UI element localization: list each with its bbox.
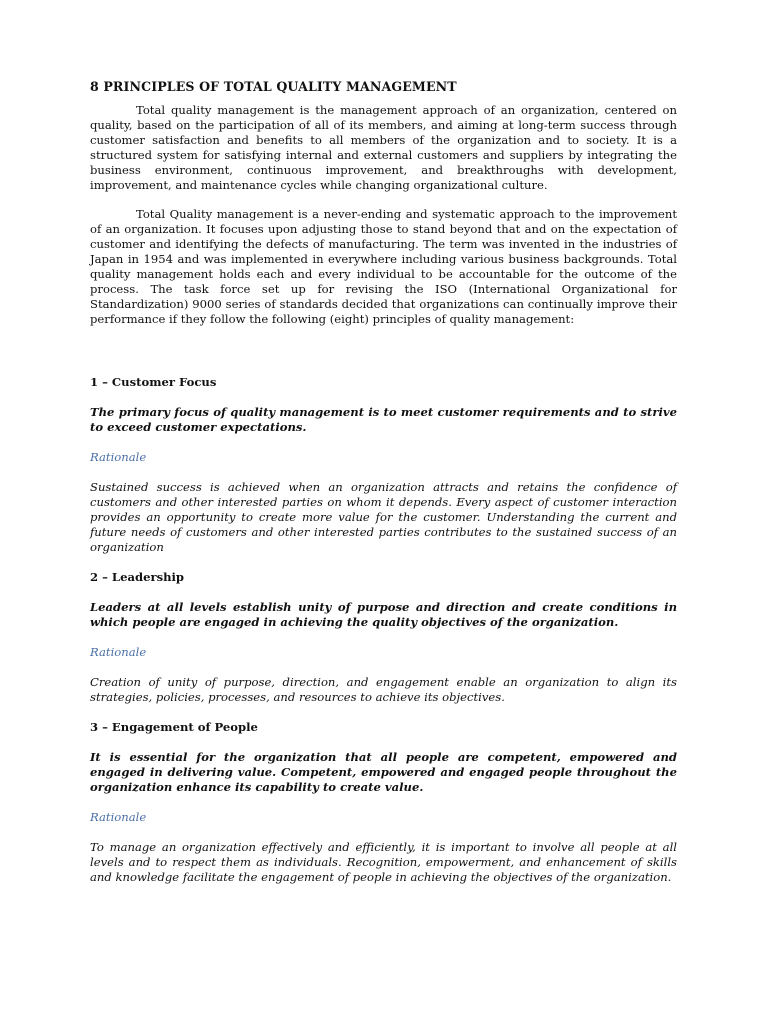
principle-heading: 1 – Customer Focus: [90, 375, 217, 389]
intro-section: [90, 103, 677, 327]
principle-customer-focus: [90, 375, 677, 555]
principle-heading: 3 – Engagement of People: [90, 720, 258, 734]
rationale-text: Creation of unity of purpose, direction, and engagement enable an organization to align its strategies, policies, processes, and resources to achieve its objectives.: [90, 675, 677, 704]
principle-statement: The primary focus of quality management is to meet customer requirements and to strive to exceed customer expectations.: [90, 405, 677, 434]
rationale-label: Rationale: [90, 450, 147, 464]
document-page: [90, 78, 677, 900]
intro-paragraph-1: Total quality management is the management approach of an organization, centered on quality, based on the participation of all of its members, and aiming at long-term success through customer satisfaction and benefits to all members of the organization and to society. It is a structured system for satisfying internal and external customers and suppliers by integrating the business environment, continuous improvement, and breakthroughs with development, improvement, and maintenance cycles while changing organizational culture.: [90, 103, 677, 192]
intro-paragraph-2: Total Quality management is a never-ending and systematic approach to the improvement of an organization. It focuses upon adjusting those to stand beyond that and on the expectation of customer and identifying the defects of manufacturing. The term was invented in the industries of Japan in 1954 and was implemented in everywhere including various business backgrounds. Total quality management holds each and every individual to be accountable for the outcome of the process. The task force set up for revising the ISO (International Organizational for Standardization) 9000 series of standards decided that organizations can continually improve their performance if they follow the following (eight) principles of quality management:: [90, 207, 677, 326]
rationale-label: Rationale: [90, 645, 147, 659]
document-title: 8 PRINCIPLES OF TOTAL QUALITY MANAGEMENT: [90, 79, 457, 94]
rationale-text: To manage an organization effectively and efficiently, it is important to involve all people at all levels and to respect them as individuals. Recognition, empowerment, and enhancement of skills and knowledge facilitate the engagement of people in achieving the objectives of the organization.: [90, 840, 677, 884]
principle-engagement-of-people: [90, 720, 677, 885]
principle-statement: It is essential for the organization that all people are competent, empowered and engaged in delivering value. Competent, empowered and engaged people throughout the organization enhance its capability to create value.: [90, 750, 677, 794]
principle-heading: 2 – Leadership: [90, 570, 185, 584]
rationale-text: Sustained success is achieved when an organization attracts and retains the confidence of customers and other interested parties on whom it depends. Every aspect of customer interaction provides an opportunity to create more value for the customer. Understanding the current and future needs of customers and other interested parties contributes to the sustained success of an organization: [90, 480, 677, 554]
rationale-label: Rationale: [90, 810, 147, 824]
principle-leadership: [90, 570, 677, 705]
principle-statement: Leaders at all levels establish unity of purpose and direction and create conditions in which people are engaged in achieving the quality objectives of the organization.: [90, 600, 677, 629]
